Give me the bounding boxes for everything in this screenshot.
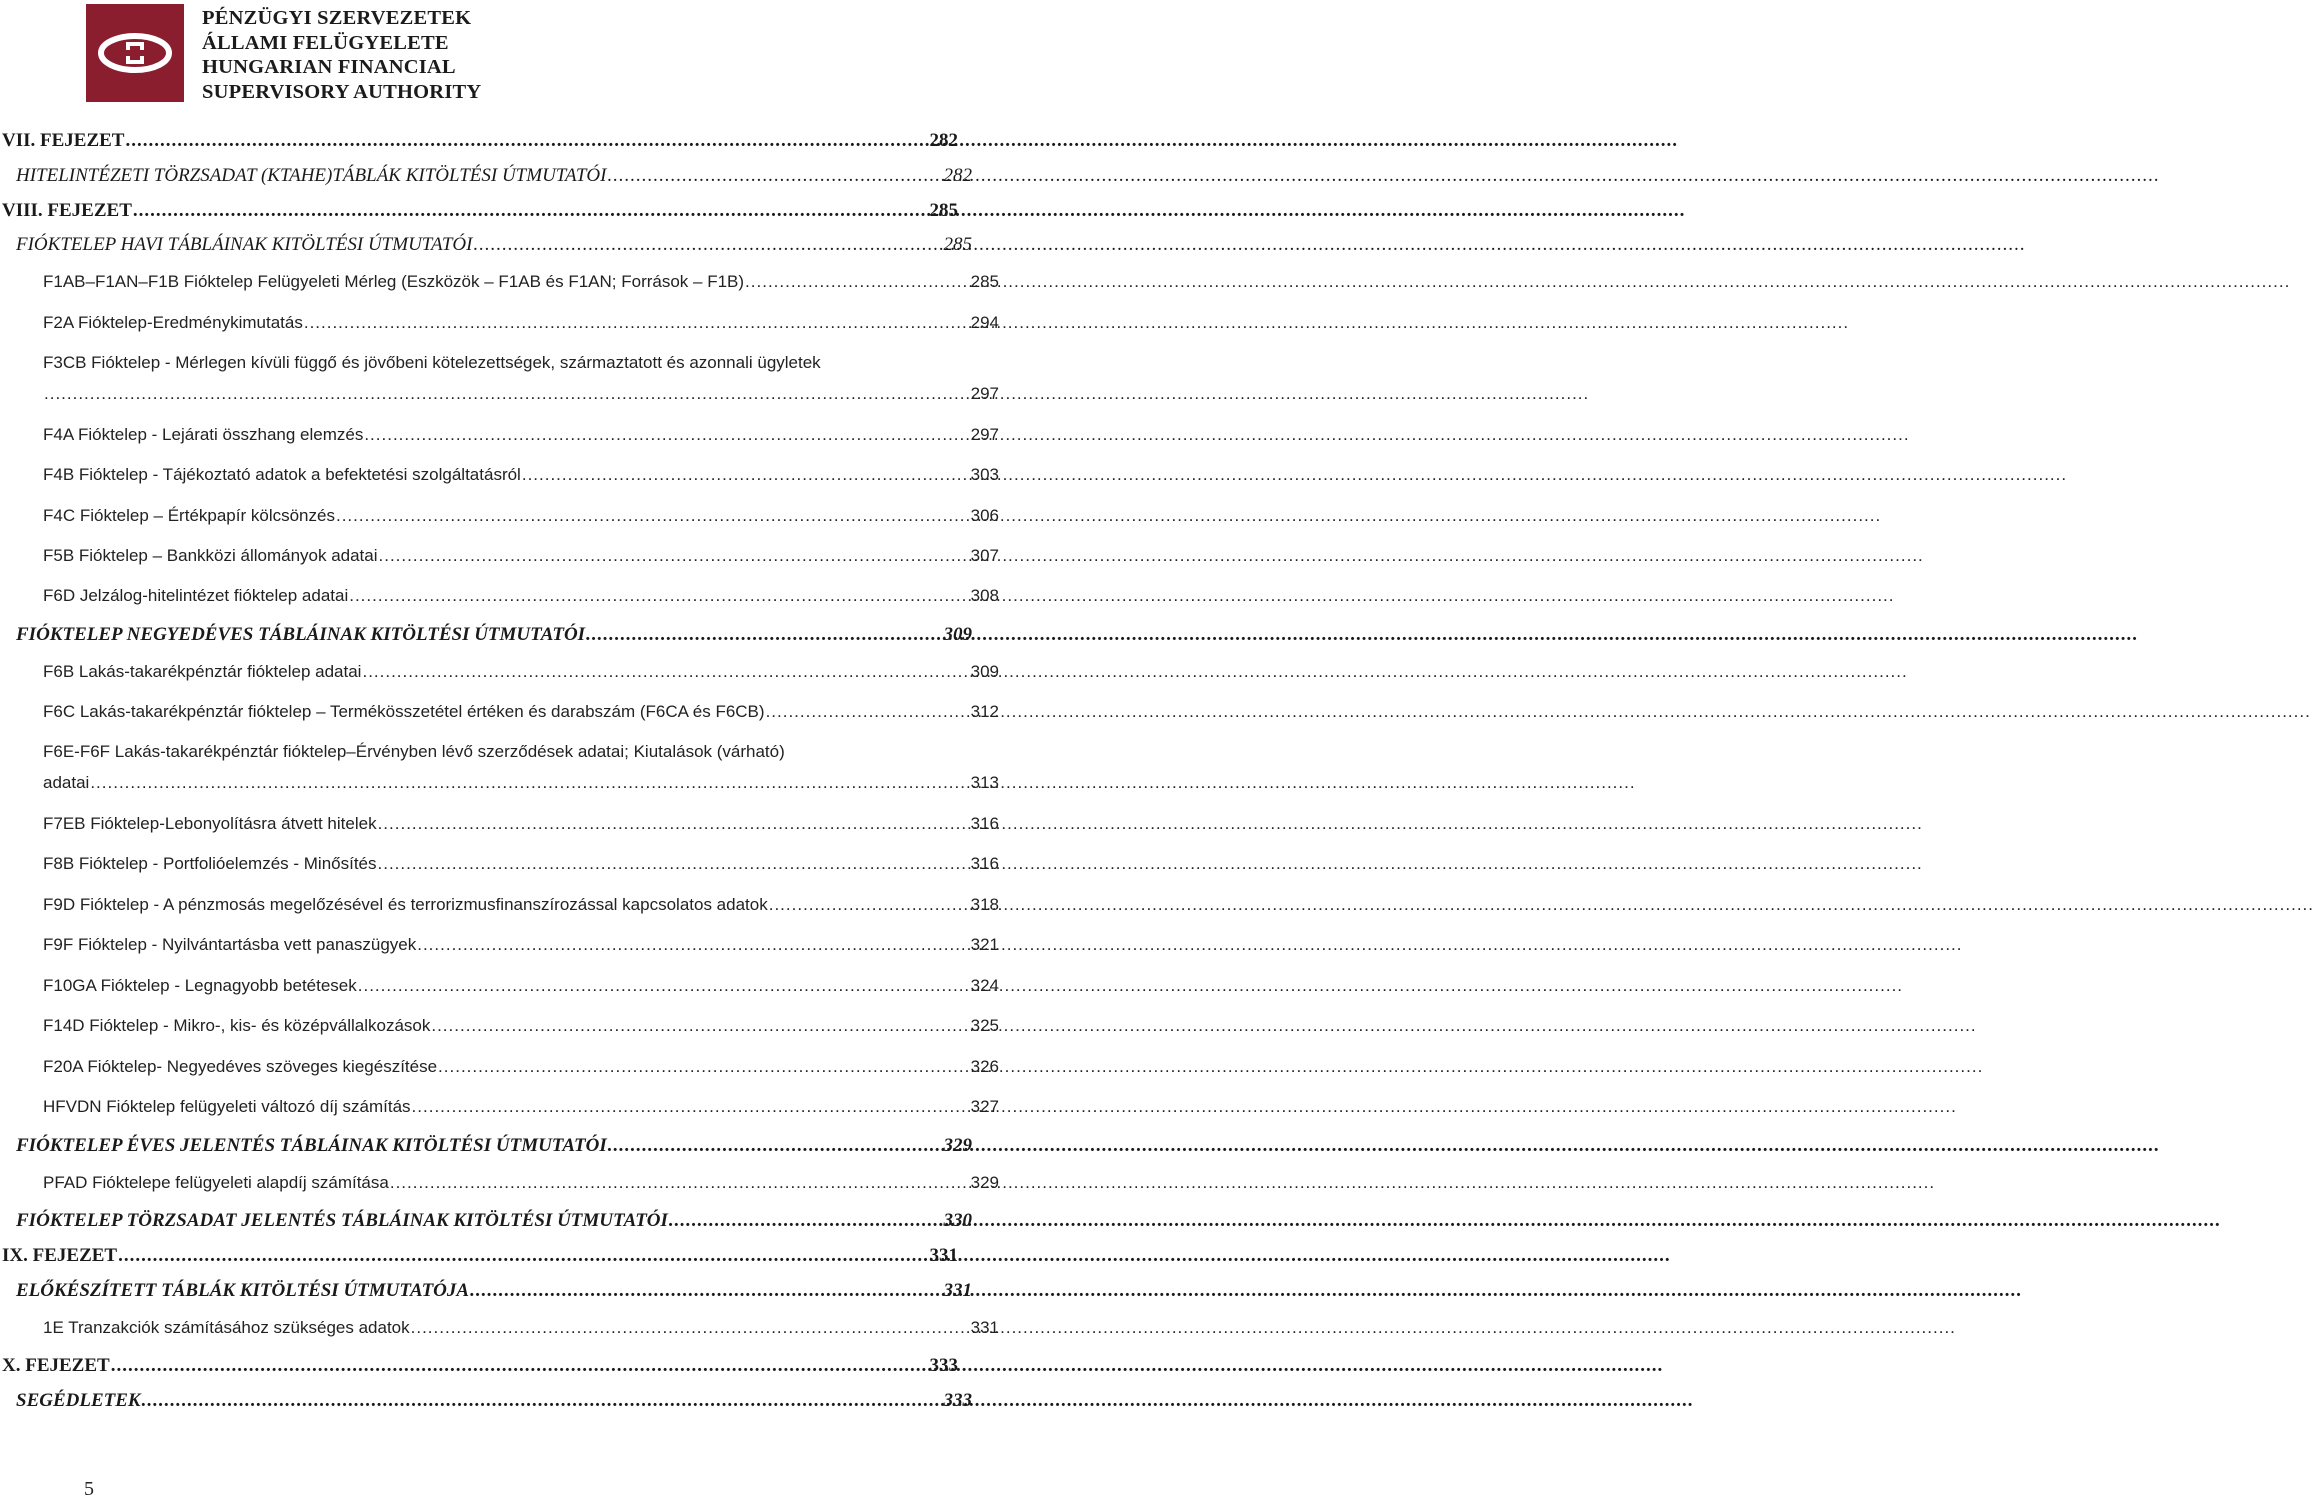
- toc-entry-label: F2A Fióktelep-Eredménykimutatás: [43, 313, 303, 332]
- toc-entry[interactable]: [0, 895, 999, 915]
- toc-entry-page: 330: [943, 1210, 972, 1231]
- toc-entry[interactable]: [0, 662, 999, 682]
- toc-entry[interactable]: [0, 165, 972, 187]
- toc-leader: [364, 425, 969, 445]
- toc-entry-label: F7EB Fióktelep-Lebonyolításra átvett hitelek: [43, 814, 377, 833]
- toc-entry-label: VIII. FEJEZET: [2, 200, 132, 221]
- toc-entry-label: FIÓKTELEP TÖRZSADAT JELENTÉS TÁBLÁINAK KITÖLTÉSI ÚTMUTATÓI: [16, 1210, 668, 1231]
- toc-entry[interactable]: [0, 272, 999, 292]
- toc-entry[interactable]: [0, 546, 999, 566]
- toc-entry-label: F20A Fióktelep- Negyedéves szöveges kiegészítése: [43, 1057, 438, 1076]
- toc-leader: [745, 272, 970, 292]
- toc-entry-page: 306: [970, 506, 999, 525]
- toc-entry[interactable]: [0, 1135, 972, 1157]
- toc-entry[interactable]: [0, 465, 999, 485]
- toc-entry[interactable]: [0, 1355, 958, 1377]
- toc-leader: [411, 1318, 970, 1338]
- toc-leader: [586, 624, 942, 646]
- toc-entry-label: F6D Jelzálog-hitelintézet fióktelep adatai: [43, 586, 349, 605]
- toc-entry-page: 312: [970, 702, 999, 721]
- toc-leader: [669, 1210, 943, 1232]
- toc-entry-page: 329: [943, 1135, 972, 1156]
- toc-entry-page: 321: [970, 935, 999, 954]
- toc-entry[interactable]: [0, 624, 972, 646]
- toc-leader: [390, 1173, 970, 1193]
- toc-entry[interactable]: [0, 773, 999, 793]
- toc-entry[interactable]: [0, 976, 999, 996]
- toc-entry-label: FIÓKTELEP ÉVES JELENTÉS TÁBLÁINAK KITÖLTÉSI ÚTMUTATÓI: [16, 1135, 607, 1156]
- toc-entry[interactable]: [0, 425, 999, 445]
- toc-entry-page: 294: [970, 313, 999, 332]
- toc-entry[interactable]: [0, 1280, 972, 1302]
- toc-entry[interactable]: [0, 1390, 972, 1412]
- toc-entry-wrapped-line[interactable]: F3CB Fióktelep - Mérlegen kívüli függő és jövőbeni kötelezettségek, származtatott és azonnali ügyletek: [43, 353, 821, 372]
- toc-leader: [607, 165, 942, 187]
- toc-entry-label: F4C Fióktelep – Értékpapír kölcsönzés: [43, 506, 335, 525]
- toc-entry-page: 333: [943, 1390, 972, 1411]
- toc-entry-label: F6B Lakás-takarékpénztár fióktelep adatai: [43, 662, 362, 681]
- toc-leader: [133, 200, 929, 222]
- toc-entry-page: 303: [970, 465, 999, 484]
- toc-leader: [431, 1016, 969, 1036]
- toc-leader: [142, 1390, 943, 1412]
- toc-entry-page: 316: [970, 814, 999, 833]
- toc-entry-label: VII. FEJEZET: [2, 130, 125, 151]
- toc-leader: [125, 130, 928, 152]
- toc-entry-label: F10GA Fióktelep - Legnagyobb betétesek: [43, 976, 357, 995]
- toc-entry[interactable]: [0, 1210, 972, 1232]
- toc-entry[interactable]: [0, 313, 999, 333]
- toc-entry-label: F9D Fióktelep - A pénzmosás megelőzésével és terrorizmusfinanszírozással kapcsolatos adatok: [43, 895, 768, 914]
- toc-entry-page: 285: [929, 200, 958, 221]
- toc-entry[interactable]: [0, 234, 972, 256]
- toc-leader: [608, 1135, 943, 1157]
- table-of-contents: [0, 0, 999, 1501]
- toc-entry-page: 285: [943, 234, 972, 255]
- toc-entry-page: 313: [970, 773, 999, 792]
- toc-entry-label: F1AB–F1AN–F1B Fióktelep Felügyeleti Mérleg (Eszközök – F1AB és F1AN; Források – F1B): [43, 272, 745, 291]
- toc-entry-page: 318: [970, 895, 999, 914]
- toc-entry-label: F5B Fióktelep – Bankközi állományok adatai: [43, 546, 378, 565]
- toc-entry-page: 331: [943, 1280, 972, 1301]
- toc-entry[interactable]: [0, 1173, 999, 1193]
- toc-leader: [412, 1097, 970, 1117]
- toc-leader: [470, 1280, 942, 1302]
- toc-entry-page: 327: [970, 1097, 999, 1116]
- toc-leader: [522, 465, 970, 485]
- toc-entry[interactable]: [0, 1097, 999, 1117]
- toc-entry-page: 309: [970, 662, 999, 681]
- toc-leader: [304, 313, 970, 333]
- toc-entry-label: FIÓKTELEP HAVI TÁBLÁINAK KITÖLTÉSI ÚTMUTATÓI: [16, 234, 473, 255]
- toc-leader: [90, 773, 969, 793]
- toc-entry-page: 308: [970, 586, 999, 605]
- toc-entry-label: F8B Fióktelep - Portfolióelemzés - Minősítés: [43, 854, 377, 873]
- toc-entry-page: 331: [970, 1318, 999, 1337]
- toc-leader: [438, 1057, 970, 1077]
- toc-entry[interactable]: [0, 1016, 999, 1036]
- toc-entry[interactable]: [0, 702, 999, 722]
- org-name-line-3: HUNGARIAN FINANCIAL: [202, 56, 456, 78]
- toc-entry[interactable]: [0, 384, 999, 404]
- toc-entry-page: 282: [943, 165, 972, 186]
- toc-leader: [349, 586, 969, 606]
- toc-leader: [362, 662, 969, 682]
- toc-leader: [379, 546, 970, 566]
- toc-entry-label: HFVDN Fióktelep felügyeleti változó díj számítás: [43, 1097, 411, 1116]
- toc-entry[interactable]: [0, 1057, 999, 1077]
- toc-entry-page: 331: [929, 1245, 958, 1266]
- toc-entry-page: 333: [929, 1355, 958, 1376]
- toc-entry[interactable]: [0, 506, 999, 526]
- toc-entry-label: IX. FEJEZET: [2, 1245, 118, 1266]
- toc-entry-label: adatai: [43, 773, 90, 792]
- toc-leader: [378, 854, 970, 874]
- toc-entry[interactable]: [0, 586, 999, 606]
- toc-entry-label: F4A Fióktelep - Lejárati összhang elemzés: [43, 425, 364, 444]
- toc-entry-label: FIÓKTELEP NEGYEDÉVES TÁBLÁINAK KITÖLTÉSI ÚTMUTATÓI: [16, 624, 586, 645]
- toc-entry[interactable]: [0, 200, 958, 222]
- toc-entry[interactable]: [0, 130, 958, 152]
- toc-leader: [766, 702, 970, 722]
- toc-entry[interactable]: [0, 814, 999, 834]
- toc-entry[interactable]: [0, 1318, 999, 1338]
- toc-entry-label: X. FEJEZET: [2, 1355, 110, 1376]
- org-name-line-1: PÉNZÜGYI SZERVEZETEK: [202, 7, 472, 29]
- toc-entry-page: 297: [970, 425, 999, 444]
- toc-entry-label: F9F Fióktelep - Nyilvántartásba vett panaszügyek: [43, 935, 417, 954]
- toc-entry-page: 329: [970, 1173, 999, 1192]
- toc-entry[interactable]: [0, 854, 999, 874]
- toc-leader: [769, 895, 970, 915]
- toc-entry-wrapped-line[interactable]: F6E-F6F Lakás-takarékpénztár fióktelep–Érvényben lévő szerződések adatai; Kiutalások (várható): [43, 742, 785, 761]
- toc-leader: [358, 976, 970, 996]
- toc-entry-label: PFAD Fióktelepe felügyeleti alapdíj számítása: [43, 1173, 389, 1192]
- toc-leader: [417, 935, 969, 955]
- toc-entry-label: F14D Fióktelep - Mikro-, kis- és középvállalkozások: [43, 1016, 431, 1035]
- toc-entry-page: 285: [970, 272, 999, 291]
- org-name-line-4: SUPERVISORY AUTHORITY: [202, 80, 482, 103]
- toc-entry[interactable]: [0, 935, 999, 955]
- toc-leader: [111, 1355, 929, 1377]
- toc-entry-page: 316: [970, 854, 999, 873]
- toc-entry-page: 324: [970, 976, 999, 995]
- page-number: 5: [84, 1478, 94, 1500]
- toc-entry-page: 282: [929, 130, 958, 151]
- toc-entry-page: 309: [943, 624, 972, 645]
- toc-entry-label: SEGÉDLETEK: [16, 1390, 141, 1411]
- toc-entry-label: F4B Fióktelep - Tájékoztató adatok a befektetési szolgáltatásról: [43, 465, 521, 484]
- toc-leader: [44, 384, 970, 404]
- toc-leader: [473, 234, 942, 256]
- toc-entry-label: F6C Lakás-takarékpénztár fióktelep – Termékösszetétel értéken és darabszám (F6CA és F6CB): [43, 702, 765, 721]
- toc-entry-page: 326: [970, 1057, 999, 1076]
- org-name-line-2: ÁLLAMI FELÜGYELETE: [202, 31, 449, 54]
- toc-leader: [378, 814, 970, 834]
- toc-leader: [118, 1245, 928, 1267]
- toc-entry-page: 297: [970, 384, 999, 403]
- toc-entry-label: 1E Tranzakciók számításához szükséges adatok: [43, 1318, 410, 1337]
- toc-entry-page: 325: [970, 1016, 999, 1035]
- toc-entry[interactable]: [0, 1245, 958, 1267]
- toc-entry-label: ELŐKÉSZÍTETT TÁBLÁK KITÖLTÉSI ÚTMUTATÓJA: [16, 1280, 470, 1301]
- toc-leader: [336, 506, 970, 526]
- toc-entry-page: 307: [970, 546, 999, 565]
- toc-entry-label: HITELINTÉZETI TÖRZSADAT (KTAHE)TÁBLÁK KITÖLTÉSI ÚTMUTATÓI: [16, 165, 607, 186]
